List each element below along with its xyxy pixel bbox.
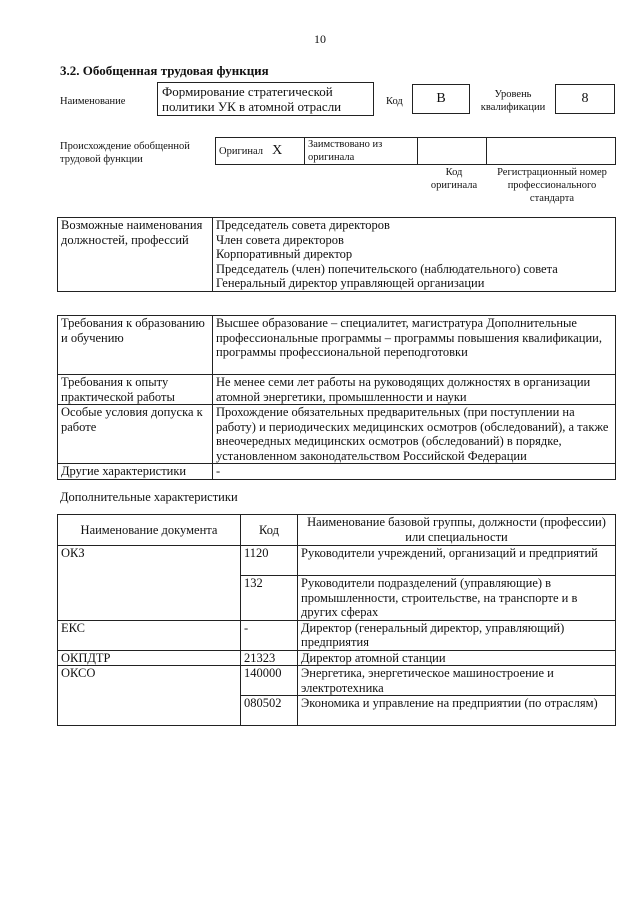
req-experience-value: Не менее семи лет работы на руководящих должностях в организации атомной энергетики, промышленности и науки: [213, 375, 616, 405]
table-row: [58, 666, 616, 696]
row-code: 132: [241, 576, 298, 621]
requirements-table: [57, 315, 616, 480]
position-item: Корпоративный директор: [216, 247, 353, 261]
origin-label: Происхождение обобщенной трудовой функции: [60, 141, 190, 165]
origin-reg-cell: [487, 138, 616, 165]
positions-list: [213, 218, 616, 292]
origin-code-cell: [418, 138, 487, 165]
additional-table: [57, 514, 616, 726]
code-original-caption: Код оригинала: [430, 167, 478, 191]
row-code: 1120: [241, 546, 298, 576]
code-value: B: [412, 84, 470, 114]
req-experience-label: Требования к опыту практической работы: [58, 375, 213, 405]
row-doc: ОКСО: [58, 666, 241, 726]
row-name: Руководители подразделений (управляющие) в промышленности, строительстве, на транспорте и в других сферах: [298, 576, 616, 621]
req-other-value: -: [213, 464, 616, 480]
row-code: 140000: [241, 666, 298, 696]
position-item: Председатель совета директоров: [216, 218, 390, 232]
borrowed-label: Заимствовано из оригинала: [305, 138, 418, 165]
positions-table: [57, 217, 616, 292]
original-label: Оригинал: [219, 146, 263, 158]
header-doc: Наименование документа: [58, 515, 241, 546]
row-name: Экономика и управление на предприятии (по отраслям): [298, 696, 616, 726]
table-row: [58, 650, 616, 666]
level-value: 8: [555, 84, 615, 114]
req-other-label: Другие характеристики: [58, 464, 213, 480]
reg-number-caption: Регистрационный номер профессионального стандарта: [497, 167, 607, 204]
additional-title: Дополнительные характеристики: [60, 490, 238, 504]
level-label: Уровень квалификации: [480, 89, 546, 113]
row-name: Руководители учреждений, организаций и предприятий: [298, 546, 616, 576]
row-code: 080502: [241, 696, 298, 726]
req-special-label: Особые условия допуска к работе: [58, 405, 213, 464]
req-special-value: Прохождение обязательных предварительных (при поступлении на работу) и периодических медицинских осмотров (обследований), а также внеочередных медицинских осмотров (обследований) в порядке, установленном законодательством Российской Федерации: [213, 405, 616, 464]
row-name: Директор атомной станции: [298, 650, 616, 666]
position-item: Член совета директоров: [216, 232, 344, 247]
positions-label: Возможные наименования должностей, профессий: [58, 218, 213, 292]
req-education-value: Высшее образование – специалитет, магистратура Дополнительные профессиональные программы – программы повышения квалификации, программы профессиональной переподготовки: [213, 316, 616, 375]
position-item: Генеральный директор управляющей организации: [216, 276, 485, 290]
row-doc: ОКПДТР: [58, 650, 241, 666]
position-item: Председатель (член) попечительского (наблюдательного) совета: [216, 261, 558, 276]
row-doc: ЕКС: [58, 620, 241, 650]
origin-original-cell: [216, 138, 305, 165]
row-code: -: [241, 620, 298, 650]
row-doc: ОКЗ: [58, 546, 241, 621]
table-row: [58, 620, 616, 650]
header-name: Наименование базовой группы, должности (профессии) или специальности: [298, 515, 616, 546]
req-education-label: Требования к образованию и обучению: [58, 316, 213, 375]
page-number: 10: [314, 32, 326, 46]
row-name: Директор (генеральный директор, управляющий) предприятия: [298, 620, 616, 650]
table-row: [58, 546, 616, 576]
naming-label: Наименование: [60, 96, 126, 107]
section-title: 3.2. Обобщенная трудовая функция: [60, 63, 269, 78]
code-label: Код: [386, 96, 403, 107]
origin-table: [215, 137, 616, 165]
header-code: Код: [241, 515, 298, 546]
naming-value: Формирование стратегической политики УК в атомной отрасли: [157, 82, 374, 116]
row-code: 21323: [241, 650, 298, 666]
row-name: Энергетика, энергетическое машиностроение и электротехника: [298, 666, 616, 696]
original-mark: X: [272, 143, 283, 159]
